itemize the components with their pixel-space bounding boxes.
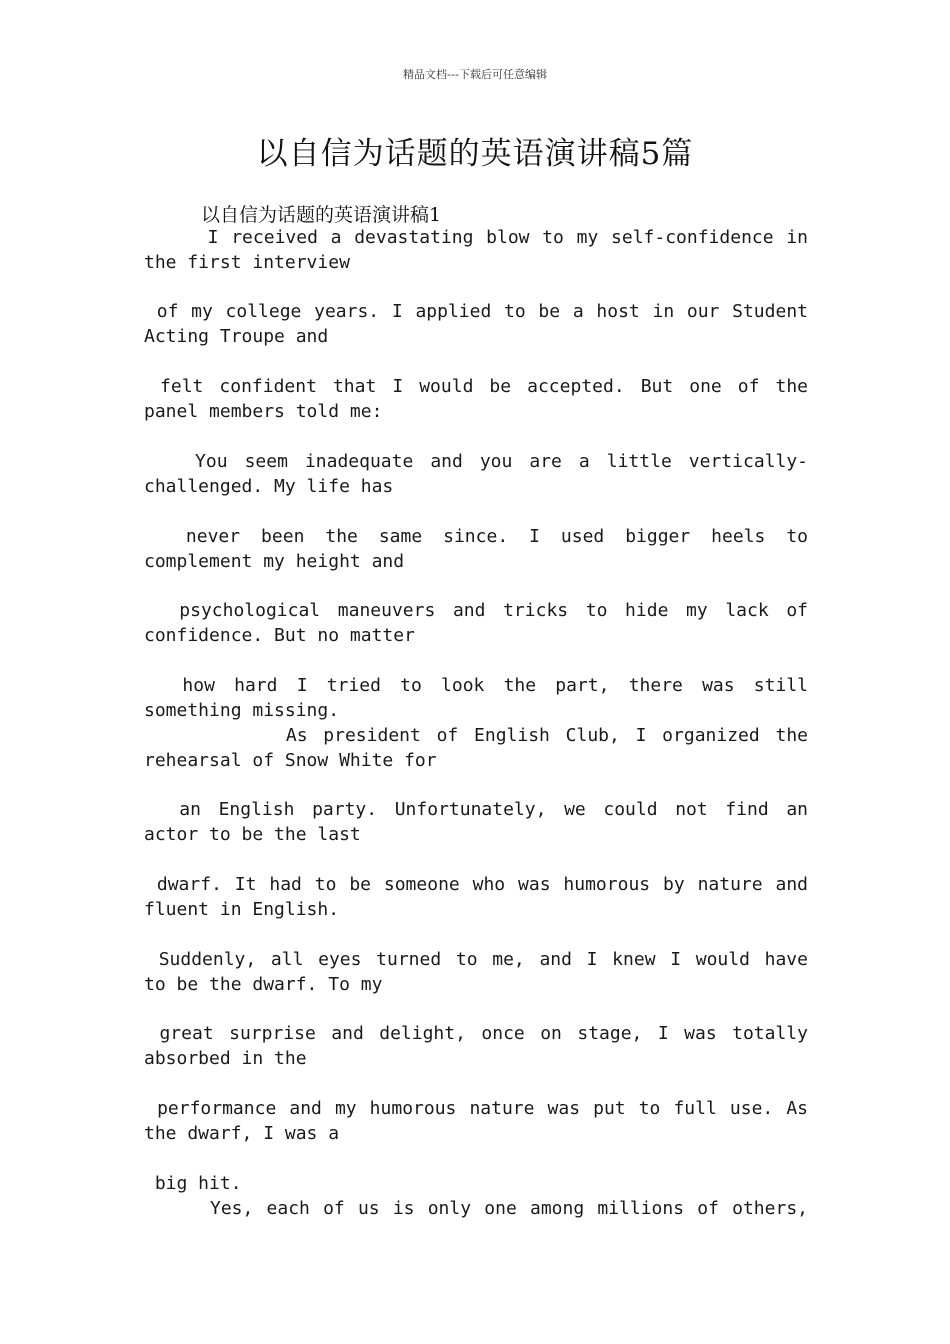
text-line: confidence. But no matter: [144, 625, 415, 646]
text-line: Yes, each of us is only one among millions of others,: [144, 1198, 808, 1219]
text-line: fluent in English.: [144, 899, 340, 920]
text-line: to be the dwarf. To my: [144, 974, 383, 995]
text-line: dwarf. It had to be someone who was humorous by nature and: [144, 874, 808, 895]
text-line: how hard I tried to look the part, there was still: [144, 675, 808, 696]
text-line: As president of English Club, I organized the: [144, 725, 808, 746]
text-line: the dwarf, I was a: [144, 1123, 340, 1144]
text-line: big hit.: [144, 1173, 242, 1194]
text-line: rehearsal of Snow White for: [144, 750, 437, 771]
text-line: something missing.: [144, 700, 340, 721]
text-line: Suddenly, all eyes turned to me, and I knew I would have: [144, 949, 808, 970]
text-line: the first interview: [144, 252, 350, 273]
text-line: great surprise and delight, once on stage, I was totally: [144, 1023, 808, 1044]
text-line: panel members told me:: [144, 401, 383, 422]
text-line: I received a devastating blow to my self-confidence in: [144, 227, 808, 248]
text-line: performance and my humorous nature was put to full use. As: [144, 1098, 808, 1119]
text-line: felt confident that I would be accepted. But one of the: [144, 376, 808, 397]
text-line: of my college years. I applied to be a host in our Student: [144, 301, 808, 322]
document-title: 以自信为话题的英语演讲稿5篇: [256, 136, 694, 172]
text-line: Acting Troupe and: [144, 326, 329, 347]
text-line: absorbed in the: [144, 1048, 307, 1069]
text-line: You seem inadequate and you are a little vertically-: [144, 451, 808, 472]
header-note: 精品文档---下载后可任意编辑: [403, 68, 547, 81]
text-line: actor to be the last: [144, 824, 361, 845]
section-title: 以自信为话题的英语演讲稿1: [201, 204, 442, 226]
text-line: challenged. My life has: [144, 476, 394, 497]
text-line: complement my height and: [144, 551, 405, 572]
text-line: psychological maneuvers and tricks to hide my lack of: [144, 600, 808, 621]
text-line: never been the same since. I used bigger heels to: [144, 526, 808, 547]
text-line: an English party. Unfortunately, we could not find an: [144, 799, 808, 820]
